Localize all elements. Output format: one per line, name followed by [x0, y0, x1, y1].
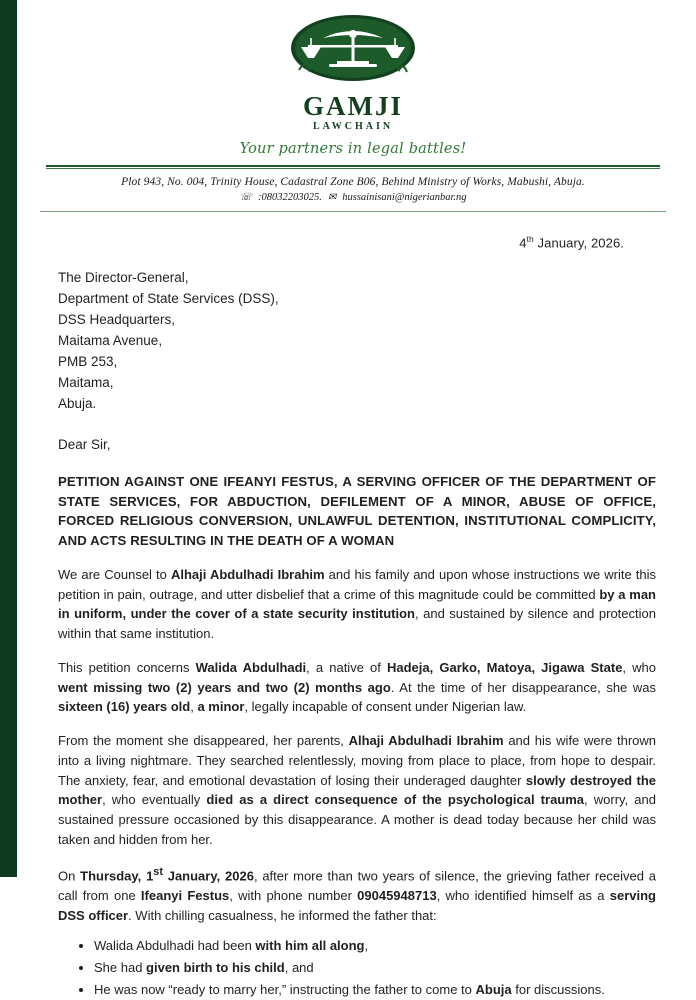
list-item	[94, 957, 666, 978]
text-run: January, 2026	[162, 868, 254, 884]
text-run: Ifeanyi Festus	[140, 887, 230, 903]
firm-subname: LAWCHAIN	[312, 121, 394, 132]
text-run: went missing two (2) years and two (2) months ago	[58, 679, 391, 695]
text-run: and his family and upon whose instructions we write this petition in pain, outrage, and utter disbelief that a crime of this magnitude could be committed	[58, 566, 656, 602]
recipient-line: Department of State Services (DSS),	[58, 291, 279, 307]
text-run: sixteen (16) years old	[58, 699, 191, 715]
firm-name: GAMJI	[303, 91, 403, 121]
firm-email: hussainisani@nigerianbar.ng	[342, 192, 467, 203]
recipient-line: PMB 253,	[58, 354, 118, 370]
text-run: Hadeja, Garko, Matoya, Jigawa State	[387, 659, 623, 675]
text-run: On	[58, 868, 81, 884]
list-item	[94, 935, 666, 956]
letterhead-rule	[46, 165, 660, 167]
letterhead-separator	[40, 211, 666, 212]
recipient-line: The Director-General,	[58, 270, 189, 286]
letter-body	[40, 565, 666, 925]
body-paragraph	[40, 658, 666, 717]
text-run: , after more than two years of silence, the grieving father received a call from one	[58, 868, 656, 903]
text-run: Alhaji Abdulhadi Ibrahim	[170, 566, 325, 582]
list-item	[94, 979, 666, 1000]
letterhead	[40, 8, 666, 212]
recipient-line: Maitama,	[58, 374, 114, 390]
text-run: ,	[364, 938, 369, 954]
text-run: , with phone number	[229, 887, 358, 903]
text-run: He was now “ready to marry her,” instructing the father to come to	[94, 982, 476, 998]
recipient-address	[40, 268, 666, 414]
text-run: slowly destroyed the mother	[58, 772, 657, 808]
text-run: . At the time of her disappearance, she was	[390, 679, 656, 695]
claims-list	[40, 935, 666, 1000]
text-run: died as a direct consequence of the psychological trauma	[206, 792, 585, 808]
text-run: . With chilling casualness, he informed the father that:	[128, 907, 437, 923]
text-run: Abuja	[475, 982, 512, 998]
text-run: Thursday, 1	[80, 868, 154, 884]
text-run: a minor	[197, 699, 245, 715]
text-run: serving DSS officer	[58, 887, 656, 923]
firm-tagline: Your partners in legal battles!	[239, 141, 467, 157]
text-run: , and sustained by silence and protection within that same institution.	[58, 606, 656, 642]
letterhead-rule-thin	[46, 168, 660, 169]
text-run: , and	[284, 960, 314, 976]
text-run: From the moment she disappeared, her parents,	[58, 733, 349, 749]
text-run: given birth to his child	[146, 960, 285, 976]
body-paragraph	[40, 565, 666, 644]
left-green-band	[0, 0, 17, 877]
text-run: by a man in uniform, under the cover of a state security institution	[58, 586, 656, 622]
firm-contact-line	[40, 192, 666, 203]
text-run: Walida Abdulhadi had been	[94, 938, 256, 954]
recipient-line: Abuja.	[58, 395, 97, 411]
date-day: 4	[519, 235, 527, 251]
letter-content	[17, 0, 696, 998]
text-run: st	[153, 865, 163, 878]
text-run: , who	[622, 659, 656, 675]
letter-date	[40, 234, 666, 250]
firm-logo	[253, 12, 453, 95]
text-run: Walida Abdulhadi	[195, 659, 307, 675]
scales-of-justice-and-eagle-emblem-icon	[253, 12, 453, 90]
body-paragraph	[40, 864, 666, 926]
text-run: , legally incapable of consent under Nigerian law.	[244, 699, 527, 715]
recipient-line: Maitama Avenue,	[58, 333, 163, 349]
body-paragraph	[40, 731, 666, 850]
text-run: for discussions.	[511, 982, 605, 998]
date-ordinal: th	[526, 234, 534, 244]
text-run: and his wife were thrown into a living nightmare. They searched relentlessly, moving from place to place, from hope to despair. The anxiety, fear, and emotional devastation of losing their underaged daughter	[58, 733, 657, 788]
telephone-icon: ☏	[239, 192, 252, 203]
text-run: , who identified himself as a	[436, 887, 610, 903]
date-rest: January, 2026.	[533, 235, 624, 251]
text-run: Alhaji Abdulhadi Ibrahim	[348, 733, 504, 749]
text-run: We are Counsel to	[58, 566, 171, 582]
text-run: with him all along	[255, 938, 365, 954]
text-run: , a native of	[306, 659, 387, 675]
text-run: 09045948713	[357, 887, 437, 903]
firm-address: Plot 943, No. 004, Trinity House, Cadastral Zone B06, Behind Ministry of Works, Mabushi, Abuja.	[121, 176, 585, 188]
subject-heading: PETITION AGAINST ONE IFEANYI FESTUS, A SERVING OFFICER OF THE DEPARTMENT OF STATE SERVICES, FOR ABDUCTION, DEFILEMENT OF A MINOR, ABUSE OF OFFICE, FORCED RELIGIOUS CONVERSION, UNLAWFUL DETENTION, INSTITUTIONAL COMPLICITY, AND ACTS RESULTING IN THE DEATH OF A WOMAN	[58, 473, 656, 549]
recipient-line: DSS Headquarters,	[58, 312, 176, 328]
text-run: , worry, and sustained pressure occasioned by this disappearance. A mother is dead today because her child was taken and hidden from her.	[58, 792, 656, 847]
text-run: ,	[190, 699, 198, 715]
firm-phone: :08032203025.	[257, 192, 322, 203]
salutation: Dear Sir,	[58, 436, 111, 452]
text-run: , who eventually	[102, 792, 207, 808]
envelope-icon: ✉	[327, 192, 337, 203]
text-run: She had	[94, 960, 147, 976]
text-run: This petition concerns	[58, 659, 196, 675]
